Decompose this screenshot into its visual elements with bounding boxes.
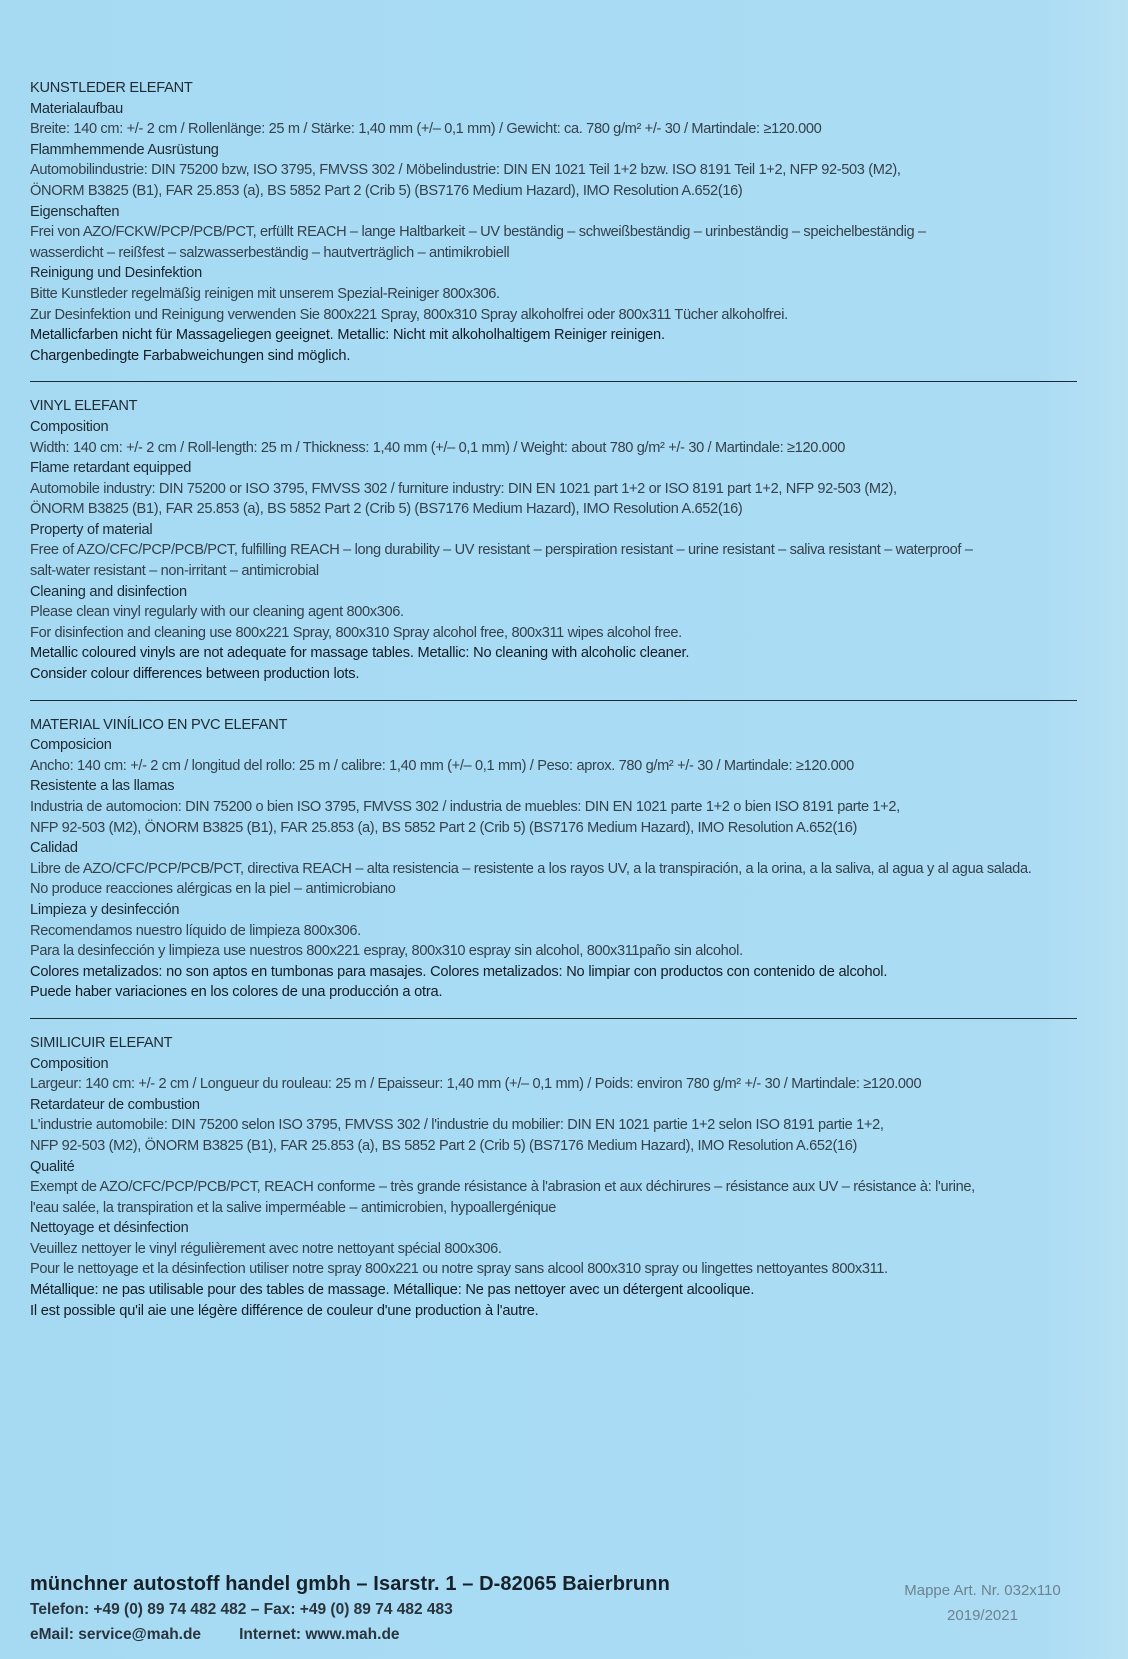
flame-heading: Resistente a las llamas: [30, 778, 175, 795]
property-text-line: Exempt de AZO/CFC/PCP/PCB/PCT, REACH conforme – très grande résistance à l'abrasion et aux déchirures – résistance aux UV – résistance à: l'urine,: [30, 1179, 975, 1196]
property-heading: Property of material: [30, 521, 153, 538]
composition-text: Ancho: 140 cm: +/- 2 cm / longitud del rollo: 25 m / calibre: 1,40 mm (+/– 0,1 mm) / Peso: aprox. 780 g/m² +/- 30 / Martindale: ≥120.000: [30, 757, 854, 774]
flame-text-line: Industria de automocion: DIN 75200 o bien ISO 3795, FMVSS 302 / industria de muebles: DIN EN 1021 parte 1+2 o bien ISO 8191 parte 1+2,: [30, 799, 900, 815]
note-line: Métallique: ne pas utilisable pour des tables de massage. Métallique: Ne pas nettoyer avec un détergent alcoolique.: [30, 1282, 755, 1299]
cleaning-text-line: Pour le nettoyage et la désinfection utiliser notre spray 800x221 ou notre spray sans alcool 800x310 spray ou lingettes nettoyantes 800x311.: [30, 1261, 888, 1278]
property-heading: Eigenschaften: [30, 203, 120, 220]
cleaning-text-line: Zur Desinfektion und Reinigung verwenden Sie 800x221 Spray, 800x310 Spray alkoholfrei oder 800x311 Tücher alkoholfrei.: [30, 306, 788, 323]
flame-heading: Flame retardant equipped: [30, 460, 192, 477]
flame-heading: Flammhemmende Ausrüstung: [30, 141, 219, 158]
cleaning-text-line: Veuillez nettoyer le vinyl régulièrement avec notre nettoyant spécial 800x306.: [30, 1240, 502, 1257]
flame-text-line: NFP 92-503 (M2), ÖNORM B3825 (B1), FAR 25.853 (a), BS 5852 Part 2 (Crib 5) (BS7176 Medium Hazard), IMO Resolution A.652(16): [30, 1137, 857, 1154]
section-title: KUNSTLEDER ELEFANT: [30, 80, 193, 96]
note-line: Il est possible qu'il aie une légère différence de couleur d'une production à l'autre.: [30, 1302, 539, 1319]
property-heading: Calidad: [30, 840, 78, 857]
cleaning-text-line: Bitte Kunstleder regelmäßig reinigen mit unserem Spezial-Reiniger 800x306.: [30, 285, 500, 302]
property-text-line: Free of AZO/CFC/PCP/PCB/PCT, fulfilling REACH – long durability – UV resistant – perspiration resistant – urine resistant – saliva resistant – waterproof –: [30, 542, 973, 559]
article-number: Mappe Art. Nr. 032x110: [904, 1582, 1061, 1599]
flame-text-line: Automobilindustrie: DIN 75200 bzw, ISO 3795, FMVSS 302 / Möbelindustrie: DIN EN 1021 Teil 1+2 bzw. ISO 8191 Teil 1+2, NFP 92-503 (M2),: [30, 162, 901, 179]
property-text-line: salt-water resistant – non-irritant – antimicrobial: [30, 563, 319, 580]
section-english: [30, 396, 1080, 700]
note-line: Chargenbedingte Farbabweichungen sind möglich.: [30, 347, 351, 364]
section-french: [30, 1033, 1080, 1321]
section-divider: [30, 381, 1077, 382]
property-text-line: Libre de AZO/CFC/PCP/PCB/PCT, directiva REACH – alta resistencia – resistente a los rayos UV, a la transpiración, a la orina, a la saliva, al agua y al agua salada.: [30, 860, 1032, 877]
company-footer: [30, 1571, 670, 1647]
cleaning-heading: Limpieza y desinfección: [30, 901, 180, 918]
note-line: Puede haber variaciones en los colores de una producción a otra.: [30, 984, 443, 1001]
cleaning-text-line: Please clean vinyl regularly with our cleaning agent 800x306.: [30, 604, 404, 621]
cleaning-heading: Reinigung und Desinfektion: [30, 265, 202, 282]
edition-years: 2019/2021: [947, 1607, 1018, 1624]
property-text-line: No produce reacciones alérgicas en la piel – antimicrobiano: [30, 881, 396, 898]
flame-text-line: L'industrie automobile: DIN 75200 selon ISO 3795, FMVSS 302 / l'industrie du mobilier: DIN EN 1021 partie 1+2 selon ISO 8191 partie 1+2,: [30, 1117, 884, 1134]
section-title: VINYL ELEFANT: [30, 398, 138, 415]
cleaning-text-line: Recomendamos nuestro líquido de limpieza 800x306.: [30, 922, 361, 939]
flame-text-line: Automobile industry: DIN 75200 or ISO 3795, FMVSS 302 / furniture industry: DIN EN 1021 part 1+2 or ISO 8191 part 1+2, NFP 92-503 (M2),: [30, 480, 897, 497]
section-german: [30, 78, 1080, 382]
property-text-line: l'eau salée, la transpiration et la salive imperméable – antimicrobien, hypoallergénique: [30, 1199, 557, 1216]
flame-text-line: ÖNORM B3825 (B1), FAR 25.853 (a), BS 5852 Part 2 (Crib 5) (BS7176 Medium Hazard), IMO Resolution A.652(16): [30, 182, 743, 199]
note-line: Consider colour differences between production lots.: [30, 666, 360, 683]
composition-text: Largeur: 140 cm: +/- 2 cm / Longueur du rouleau: 25 m / Epaisseur: 1,40 mm (+/– 0,1 mm) / Poids: environ 780 g/m² +/- 30 / Martindale: ≥120.000: [30, 1076, 922, 1093]
composition-text: Breite: 140 cm: +/- 2 cm / Rollenlänge: 25 m / Stärke: 1,40 mm (+/– 0,1 mm) / Gewicht: ca. 780 g/m² +/- 30 / Martindale: ≥120.000: [30, 121, 822, 138]
composition-text: Width: 140 cm: +/- 2 cm / Roll-length: 25 m / Thickness: 1,40 mm (+/– 0,1 mm) / Weight: about 780 g/m² +/- 30 / Martindale: ≥120.000: [30, 439, 845, 456]
section-spanish: [30, 715, 1080, 1019]
phone-fax: Telefon: +49 (0) 89 74 482 482 – Fax: +49 (0) 89 74 482 483: [30, 1601, 453, 1618]
company-address: münchner autostoff handel gmbh – Isarstr. 1 – D-82065 Baierbrunn: [30, 1573, 670, 1595]
composition-heading: Composition: [30, 418, 109, 435]
email-link[interactable]: eMail: service@mah.de: [30, 1626, 202, 1643]
flame-text-line: NFP 92-503 (M2), ÖNORM B3825 (B1), FAR 25.853 (a), BS 5852 Part 2 (Crib 5) (BS7176 Medium Hazard), IMO Resolution A.652(16): [30, 819, 857, 836]
material-info-content: [30, 78, 1080, 1321]
composition-heading: Materialaufbau: [30, 100, 124, 117]
property-heading: Qualité: [30, 1158, 75, 1175]
property-text-line: Frei von AZO/FCKW/PCP/PCB/PCT, erfüllt REACH – lange Haltbarkeit – UV beständig – schweißbeständig – urinbeständig – speichelbeständig –: [30, 224, 926, 241]
composition-heading: Composition: [30, 1055, 109, 1072]
flame-text-line: ÖNORM B3825 (B1), FAR 25.853 (a), BS 5852 Part 2 (Crib 5) (BS7176 Medium Hazard), IMO Resolution A.652(16): [30, 501, 743, 518]
section-divider: [30, 1018, 1077, 1019]
note-line: Metallic coloured vinyls are not adequate for massage tables. Metallic: No cleaning with alcoholic cleaner.: [30, 645, 690, 662]
article-info: [880, 1578, 1085, 1628]
section-divider: [30, 700, 1077, 701]
property-text-line: wasserdicht – reißfest – salzwasserbeständig – hautverträglich – antimikrobiell: [30, 244, 510, 261]
cleaning-text-line: For disinfection and cleaning use 800x221 Spray, 800x310 Spray alcohol free, 800x311 wipes alcohol free.: [30, 624, 682, 641]
flame-heading: Retardateur de combustion: [30, 1096, 200, 1113]
composition-heading: Composicion: [30, 737, 112, 754]
cleaning-text-line: Para la desinfección y limpieza use nuestros 800x221 espray, 800x310 espray sin alcohol, 800x311paño sin alcohol.: [30, 943, 743, 960]
note-line: Colores metalizados: no son aptos en tumbonas para masajes. Colores metalizados: No limpiar con productos con contenido de alcohol.: [30, 963, 888, 980]
web-contact: [30, 1622, 670, 1647]
section-title: MATERIAL VINÍLICO EN PVC ELEFANT: [30, 716, 288, 733]
section-title: SIMILICUIR ELEFANT: [30, 1034, 173, 1051]
note-line: Metallicfarben nicht für Massageliegen geeignet. Metallic: Nicht mit alkoholhaltigem Reiniger reinigen.: [30, 327, 665, 344]
cleaning-heading: Nettoyage et désinfection: [30, 1220, 189, 1237]
cleaning-heading: Cleaning and disinfection: [30, 583, 187, 600]
website-link[interactable]: Internet: www.mah.de: [239, 1626, 400, 1643]
